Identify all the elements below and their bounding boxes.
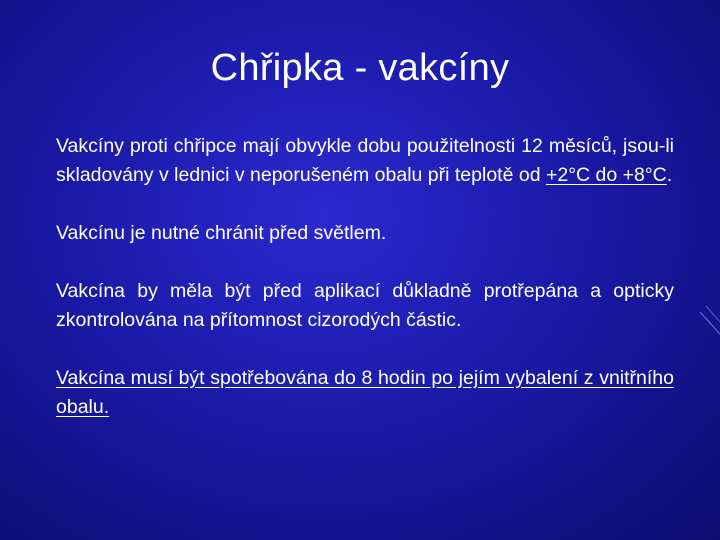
slide-content (56, 132, 674, 422)
storage-text: Vakcíny proti chřipce mají obvykle dobu použitelnosti 12 měsíců, jsou-li skladovány v lednici v neporušeném obalu při teplotě od (56, 135, 674, 186)
storage-text-end: . (666, 164, 673, 186)
paragraph-time-limit: Vakcína musí být spotřebována do 8 hodin po jejím vybalení z vnitřního obalu. (56, 367, 674, 418)
slide-title: Chřipka - vakcíny (210, 47, 510, 89)
decorative-line-2 (706, 306, 720, 322)
temperature-range: +2°C do +8°C (545, 164, 667, 186)
paragraph-shake: Vakcína by měla být před aplikací důkladně protřepána a opticky zkontrolována na přítomnost cizorodých částic. (56, 280, 674, 331)
decorative-line-1 (700, 312, 720, 334)
paragraph-light: Vakcínu je nutné chránit před světlem. (56, 222, 387, 244)
paragraph-storage (56, 132, 674, 190)
